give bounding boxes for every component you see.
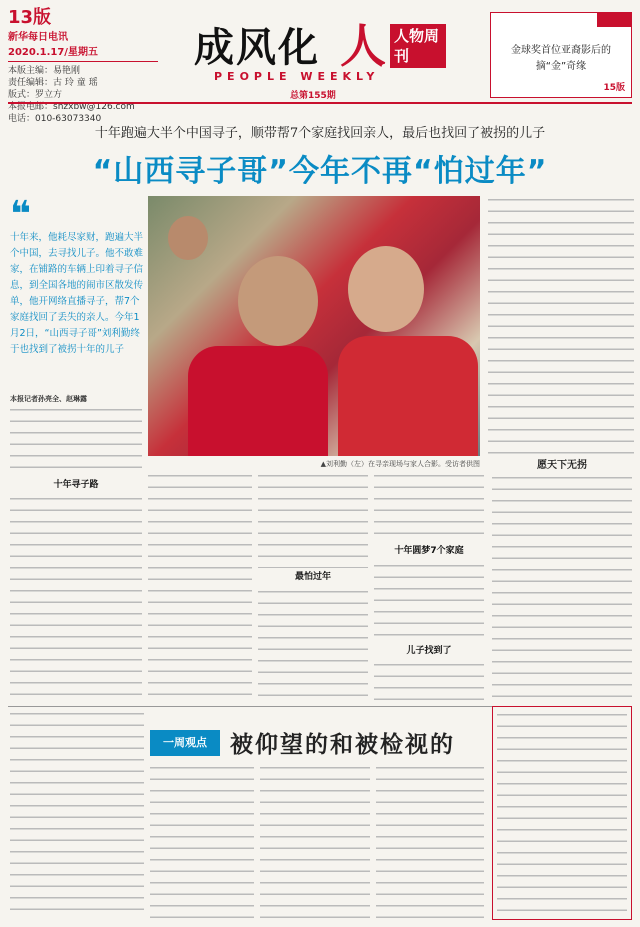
quote-mark-icon: ❝: [10, 194, 32, 235]
paper-name: 新华每日电讯: [8, 32, 68, 43]
text-column-2: [148, 472, 252, 704]
section-heading-4: 儿子找到了: [406, 645, 452, 656]
page-number: 13版: [8, 7, 52, 28]
masthead-box: 人物周刊: [390, 24, 446, 68]
bottom-column-2: [150, 764, 254, 920]
layout-editor: 版式：罗立方: [8, 90, 63, 100]
text-column-right-top: [488, 196, 634, 454]
bottom-headline: 被仰望的和被检视的: [230, 731, 455, 758]
promo-page: 15版: [603, 83, 625, 93]
promo-box[interactable]: [490, 12, 632, 98]
text-block: [258, 472, 368, 568]
text-block: [374, 661, 484, 701]
story-kicker: 十年跑遍大半个中国寻子，顺带帮7个家庭找回亲人，最后也找回了被拐的儿子: [94, 126, 546, 141]
photo-figure-left: [188, 346, 328, 456]
text-block: [374, 562, 484, 642]
email: 本报电邮：shzxbw@126.com: [8, 102, 135, 112]
bottom-column-1: [10, 710, 144, 920]
opinion-tag: 一周观点: [150, 730, 220, 756]
edition-info: [8, 8, 158, 125]
text-column-5: [492, 474, 632, 704]
text-block: [10, 495, 142, 695]
promo-text: 金球奖首位亚裔影后的摘“金”奇缘: [511, 45, 611, 72]
text-block: [374, 472, 484, 542]
responsible-editors: 责任编辑：古 玲 童 瑶: [8, 78, 98, 88]
lead-text: 十年来，他耗尽家财，跑遍大半个中国，去寻找儿子。他不敢难家，在铺路的车辆上印着寻子信息，到全国各地的闹市区散发传单，他开网络直播寻子，帮7个家庭找回了丢失的亲人。今年1月2日，“山西寻子哥”刘利勤终于也找到了被拐十年的儿子: [10, 232, 144, 355]
masthead-ren: 人: [340, 19, 386, 73]
masthead-title: 成风化: [194, 24, 320, 71]
bottom-column-4: [376, 764, 484, 920]
text-block: [258, 588, 368, 698]
section-heading-2: 最怕过年: [294, 572, 331, 582]
photo-figure-background: [168, 216, 208, 260]
section-heading-1: 十年寻子路: [53, 479, 99, 490]
text-column-1: [10, 394, 142, 704]
text-block: [148, 472, 252, 704]
editor-in-chief: 本版主编：易艳刚: [8, 66, 81, 76]
photo-figure-right: [338, 336, 478, 456]
promo-flag-icon: [597, 13, 631, 27]
photo-face-left: [238, 256, 318, 346]
photo-face-right: [348, 246, 424, 332]
issue-number: 总第155期: [290, 91, 336, 101]
side-section-heading: 愿天下无拐: [537, 460, 587, 471]
section-heading-3: 十年圆梦7个家庭: [394, 546, 464, 556]
bottom-column-5: [497, 711, 627, 915]
phone: 电话：010-63073340: [8, 114, 102, 124]
photo-caption: ▲刘利勤（左）在寻亲现场与家人合影。受访者供图: [320, 460, 480, 468]
text-column-3: [258, 472, 368, 704]
lead-box: [10, 194, 145, 390]
divider: [8, 61, 158, 62]
masthead: [180, 6, 470, 101]
story-photo: [148, 196, 480, 456]
header-rule: [8, 102, 632, 104]
bottom-right-box: [492, 706, 632, 920]
masthead-english: PEOPLE WEEKLY: [214, 70, 380, 83]
issue-date: 2020.1.17/星期五: [8, 47, 98, 58]
story-headline: “山西寻子哥”今年不再“怕过年”: [92, 154, 548, 189]
byline: 本报记者孙亮全、赵琳露: [10, 395, 87, 403]
text-block: [10, 406, 142, 476]
text-column-4: [374, 472, 484, 704]
bottom-column-3: [260, 764, 370, 920]
